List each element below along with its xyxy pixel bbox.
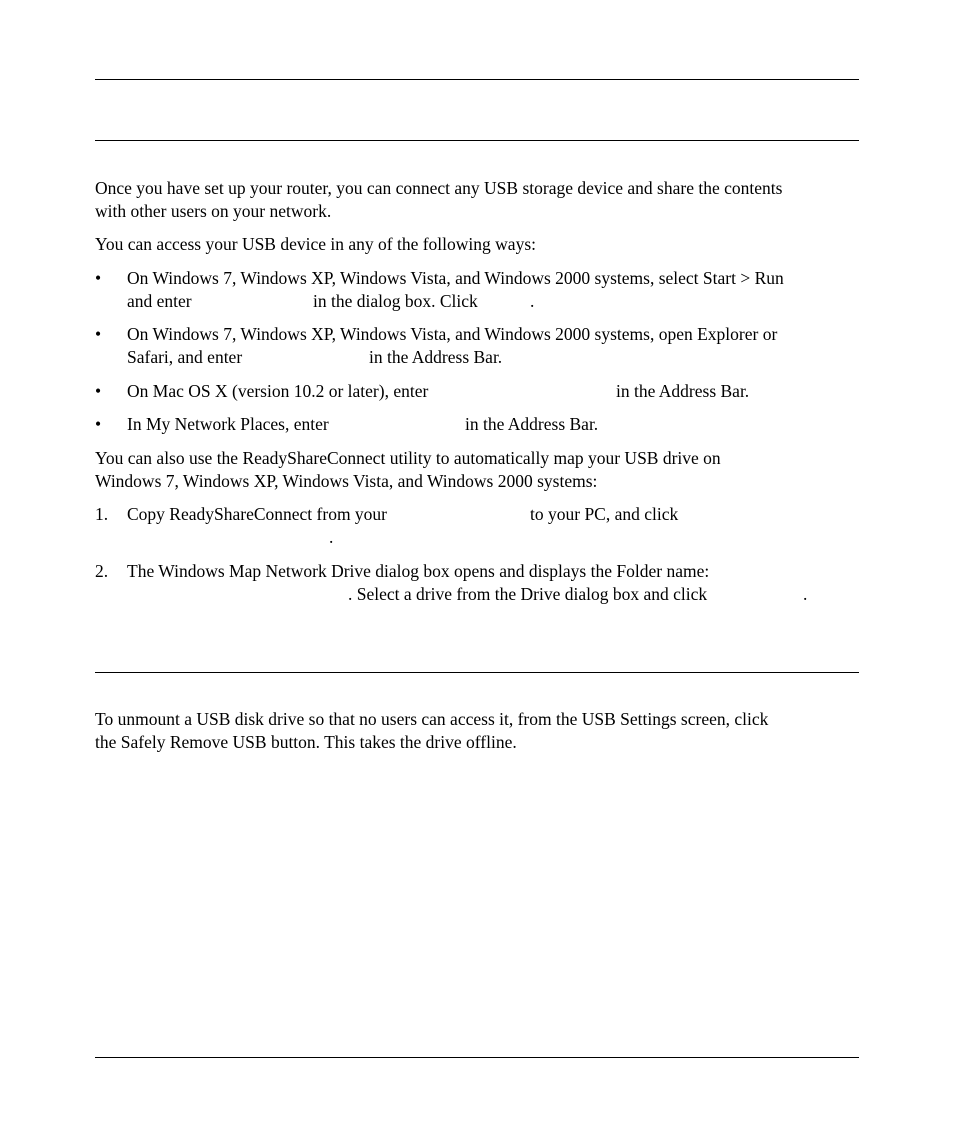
bullet-1-line-2c: . [530, 291, 535, 311]
bullet-3-line-1a: On Mac OS X (version 10.2 or later), enter [127, 381, 429, 401]
step-1-line-1b: to your PC, and click [530, 504, 679, 524]
bullet-1-line-2a: and enter [127, 291, 192, 311]
section-rule-middle [95, 672, 859, 673]
bullet-marker: • [95, 268, 102, 288]
step-2-line-2b: . [803, 584, 808, 604]
step-marker: 2. [95, 561, 109, 581]
header-rule [95, 79, 859, 80]
intro-line-1: Once you have set up your router, you can connect any USB storage device and share the contents [95, 178, 783, 198]
utility-line-1: You can also use the ReadyShareConnect utility to automatically map your USB drive on [95, 448, 721, 468]
bullet-2-line-2a: Safari, and enter [127, 347, 243, 367]
bullet-2-line-2b: in the Address Bar. [369, 347, 503, 367]
footer-rule [95, 1057, 859, 1058]
step-1-line-1a: Copy ReadyShareConnect from your [127, 504, 388, 524]
bullet-1-line-1: On Windows 7, Windows XP, Windows Vista, and Windows 2000 systems, select Start > Run [127, 268, 784, 288]
utility-line-2: Windows 7, Windows XP, Windows Vista, and Windows 2000 systems: [95, 471, 598, 491]
bullet-3-line-1b: in the Address Bar. [616, 381, 750, 401]
ways-intro: You can access your USB device in any of the following ways: [95, 234, 536, 254]
unmount-line-1: To unmount a USB disk drive so that no users can access it, from the USB Settings screen, click [95, 709, 769, 729]
bullet-marker: • [95, 381, 102, 401]
step-2-line-2a: . Select a drive from the Drive dialog box and click [348, 584, 708, 604]
section-rule-top [95, 140, 859, 141]
bullet-marker: • [95, 414, 102, 434]
step-2-line-1: The Windows Map Network Drive dialog box opens and displays the Folder name: [127, 561, 710, 581]
bullet-4-line-1b: in the Address Bar. [465, 414, 599, 434]
bullet-1-line-2b: in the dialog box. Click [313, 291, 478, 311]
bullet-4-line-1a: In My Network Places, enter [127, 414, 329, 434]
bullet-marker: • [95, 324, 102, 344]
step-marker: 1. [95, 504, 109, 524]
intro-line-2: with other users on your network. [95, 201, 332, 221]
bullet-2-line-1: On Windows 7, Windows XP, Windows Vista, and Windows 2000 systems, open Explorer or [127, 324, 778, 344]
unmount-line-2: the Safely Remove USB button. This takes the drive offline. [95, 732, 517, 752]
step-1-line-2: . [329, 527, 334, 547]
